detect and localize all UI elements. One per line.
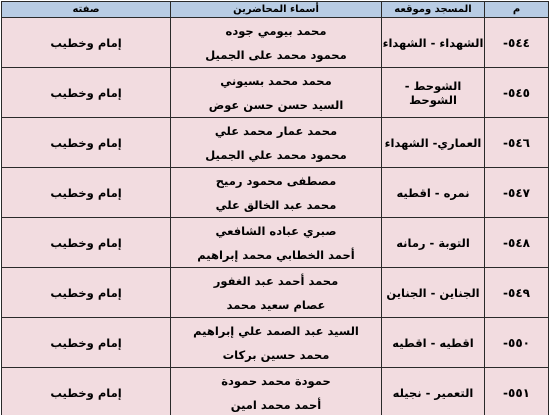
lecturer-name: محمد عبد الخالق علي [215,197,337,212]
lecturer-name: محمود محمد على الجميل [205,47,347,62]
mosque-location: التوبة - رمانه [382,218,485,268]
table-row [2,118,549,168]
lecturer-role: إمام وخطيب [2,118,171,168]
lecturer-name: عصام سعيد محمد [226,297,326,312]
row-number: ٥٥٠- [485,318,549,368]
lecturer-role: إمام وخطيب [2,368,171,415]
lecturer-role: إمام وخطيب [2,218,171,268]
lecturer-names [171,268,382,318]
mosque-location: الجناين - الجناين [382,268,485,318]
row-number: ٥٤٦- [485,118,549,168]
lecturer-name: صبري عباده الشافعي [215,223,337,238]
lecturer-name: محمد أحمد عبد الغفور [213,273,339,288]
row-number: ٥٤٥- [485,68,549,118]
lecturer-name: أحمد الخطابي محمد إبراهيم [197,247,355,262]
table-row [2,318,549,368]
header-mosque: المسجد وموقعه [382,2,485,18]
lecturer-name: محمد حسين بركات [222,347,330,362]
lecturers-table [1,1,549,415]
lecturer-names [171,168,382,218]
lecturer-names [171,118,382,168]
table-row [2,18,549,68]
header-lecturer-names: أسماء المحاضرين [171,2,382,18]
lecturer-name: حمودة محمد حمودة [221,373,331,388]
table-row [2,168,549,218]
lecturer-names [171,68,382,118]
lecturer-name: السيد حسن حسن عوض [208,97,344,112]
table-row [2,368,549,415]
table-row [2,268,549,318]
mosque-location: اقطيه - اقطيه [382,318,485,368]
mosque-location: العماري- الشهداء [382,118,485,168]
lecturer-role: إمام وخطيب [2,18,171,68]
lecturer-role: إمام وخطيب [2,68,171,118]
mosque-location: الشوحط - الشوحط [382,68,485,118]
row-number: ٥٥١- [485,368,549,415]
lecturer-role: إمام وخطيب [2,168,171,218]
lecturer-name: محمد بيومي جوده [225,23,327,38]
row-number: ٥٤٤- [485,18,549,68]
lecturer-name: محمد محمد بسيوني [220,73,332,88]
lecturer-name: محمد عمار محمد علي [214,123,338,138]
table-row [2,218,549,268]
lecturer-names [171,368,382,415]
row-number: ٥٤٩- [485,268,549,318]
row-number: ٥٤٨- [485,218,549,268]
lecturer-names [171,18,382,68]
lecturer-name: أحمد محمد امين [230,397,322,412]
lecturer-role: إمام وخطيب [2,318,171,368]
header-number: م [485,2,549,18]
table-row [2,68,549,118]
lecturer-name: محمود محمد علي الجميل [205,147,347,162]
lecturer-name: السيد عبد الصمد علي إبراهيم [193,323,359,338]
table-header-row [2,2,549,18]
lecturer-names [171,218,382,268]
mosque-location: نمره - اقطيه [382,168,485,218]
mosque-location: التعمير - نجيله [382,368,485,415]
header-role: صفته [2,2,171,18]
lecturer-names [171,318,382,368]
lecturer-role: إمام وخطيب [2,268,171,318]
mosque-location: الشهداء - الشهداء [382,18,485,68]
row-number: ٥٤٧- [485,168,549,218]
lecturer-name: مصطفى محمود رميح [215,173,337,188]
